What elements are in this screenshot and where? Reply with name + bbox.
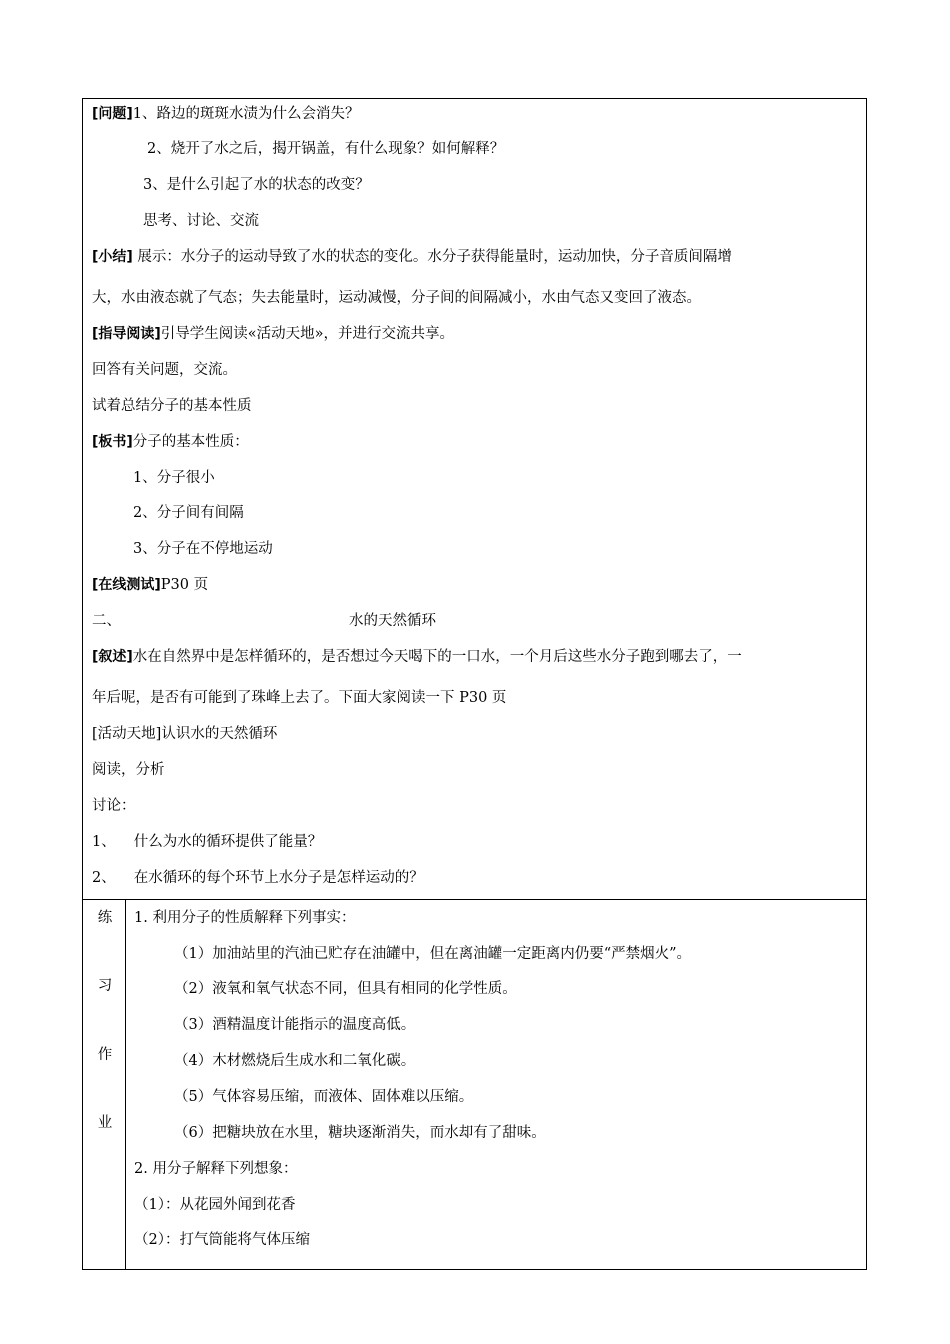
property-2: 2、分子间有间隔 [133, 505, 244, 521]
narration-tag: [叙述] [92, 649, 133, 665]
exercise-1-item-3: （3）酒精温度计能指示的温度高低。 [174, 1017, 416, 1033]
summary-line-1: [小结] 展示：水分子的运动导致了水的状态的变化。水分子获得能量时，运动加快，分子音质间隔增 [92, 249, 732, 265]
exercise-1-item-5: （5）气体容易压缩，而液体、固体难以压缩。 [174, 1089, 474, 1105]
board-line: [板书]分子的基本性质： [92, 434, 249, 450]
online-test-line: [在线测试]P30 页 [92, 577, 209, 593]
property-1: 1、分子很小 [133, 470, 215, 486]
exercise-1-item-4: （4）木材燃烧后生成水和二氧化碳。 [174, 1053, 416, 1069]
section-2-heading [92, 611, 436, 631]
answer-line: 回答有关问题，交流。 [92, 362, 237, 378]
homework-label-char-1: 练 [97, 910, 113, 926]
exercise-2-heading: 2. 用分子解释下列想象： [134, 1161, 298, 1177]
guide-reading-tag: [指导阅读] [92, 326, 161, 342]
exercise-1-item-1: （1）加油站里的汽油已贮存在油罐中，但在离油罐一定距离内仍要“严禁烟火”。 [174, 946, 692, 962]
discussion-item-2: 2、 在水循环的每个环节上水分子是怎样运动的？ [92, 870, 424, 886]
exercise-1-heading: 1. 利用分子的性质解释下列事实： [134, 910, 356, 926]
question-line-1: [问题]1、路边的斑斑水渍为什么会消失？ [92, 106, 360, 122]
exercise-1-item-2: （2）液氧和氧气状态不同，但具有相同的化学性质。 [174, 981, 517, 997]
exercise-2-item-1: （1）：从花园外闻到花香 [134, 1197, 296, 1213]
think-line: 思考、讨论、交流 [143, 213, 259, 229]
lesson-table [82, 98, 867, 1270]
question-line-2: 2、烧开了水之后，揭开锅盖，有什么现象？如何解释？ [147, 141, 505, 157]
board-tag: [板书] [92, 434, 133, 450]
discussion-item-1: 1、 什么为水的循环提供了能量？ [92, 834, 323, 850]
property-3: 3、分子在不停地运动 [133, 541, 273, 557]
homework-label-char-2: 习 [97, 978, 113, 994]
exercise-1-item-6: （6）把糖块放在水里，糖块逐渐消失，而水却有了甜味。 [174, 1125, 546, 1141]
narration-line-1: [叙述]水在自然界中是怎样循环的，是否想过今天喝下的一口水，一个月后这些水分子跑到哪去了，一 [92, 649, 742, 665]
online-test-tag: [在线测试] [92, 577, 161, 593]
narration-line-2: 年后呢，是否有可能到了珠峰上去了。下面大家阅读一下 P30 页 [92, 690, 507, 706]
read-line: 阅读，分析 [92, 762, 165, 778]
homework-label-char-4: 业 [97, 1115, 113, 1131]
homework-content [126, 900, 866, 1269]
summary-tag: [小结] [92, 249, 133, 265]
discuss-line: 讨论： [92, 798, 136, 814]
question-line-3: 3、是什么引起了水的状态的改变？ [143, 177, 370, 193]
guide-reading-line: [指导阅读]引导学生阅读«活动天地»，并进行交流共享。 [92, 326, 455, 342]
homework-label-char-3: 作 [97, 1047, 113, 1063]
teaching-process-section [83, 99, 866, 900]
section-2-number: 二、 [92, 613, 121, 629]
try-summary-line: 试着总结分子的基本性质 [92, 398, 252, 414]
exercise-2-item-2: （2）：打气筒能将气体压缩 [134, 1232, 310, 1248]
summary-line-2: 大，水由液态就了气态；失去能量时，运动减慢，分子间的间隔减小，水由气态又变回了液态。 [92, 290, 701, 306]
activity-line: [活动天地]认识水的天然循环 [92, 726, 278, 742]
question-tag: [问题] [92, 106, 133, 122]
homework-label-column [83, 900, 126, 1269]
homework-section [83, 900, 866, 1269]
section-2-title: 水的天然循环 [349, 613, 436, 629]
